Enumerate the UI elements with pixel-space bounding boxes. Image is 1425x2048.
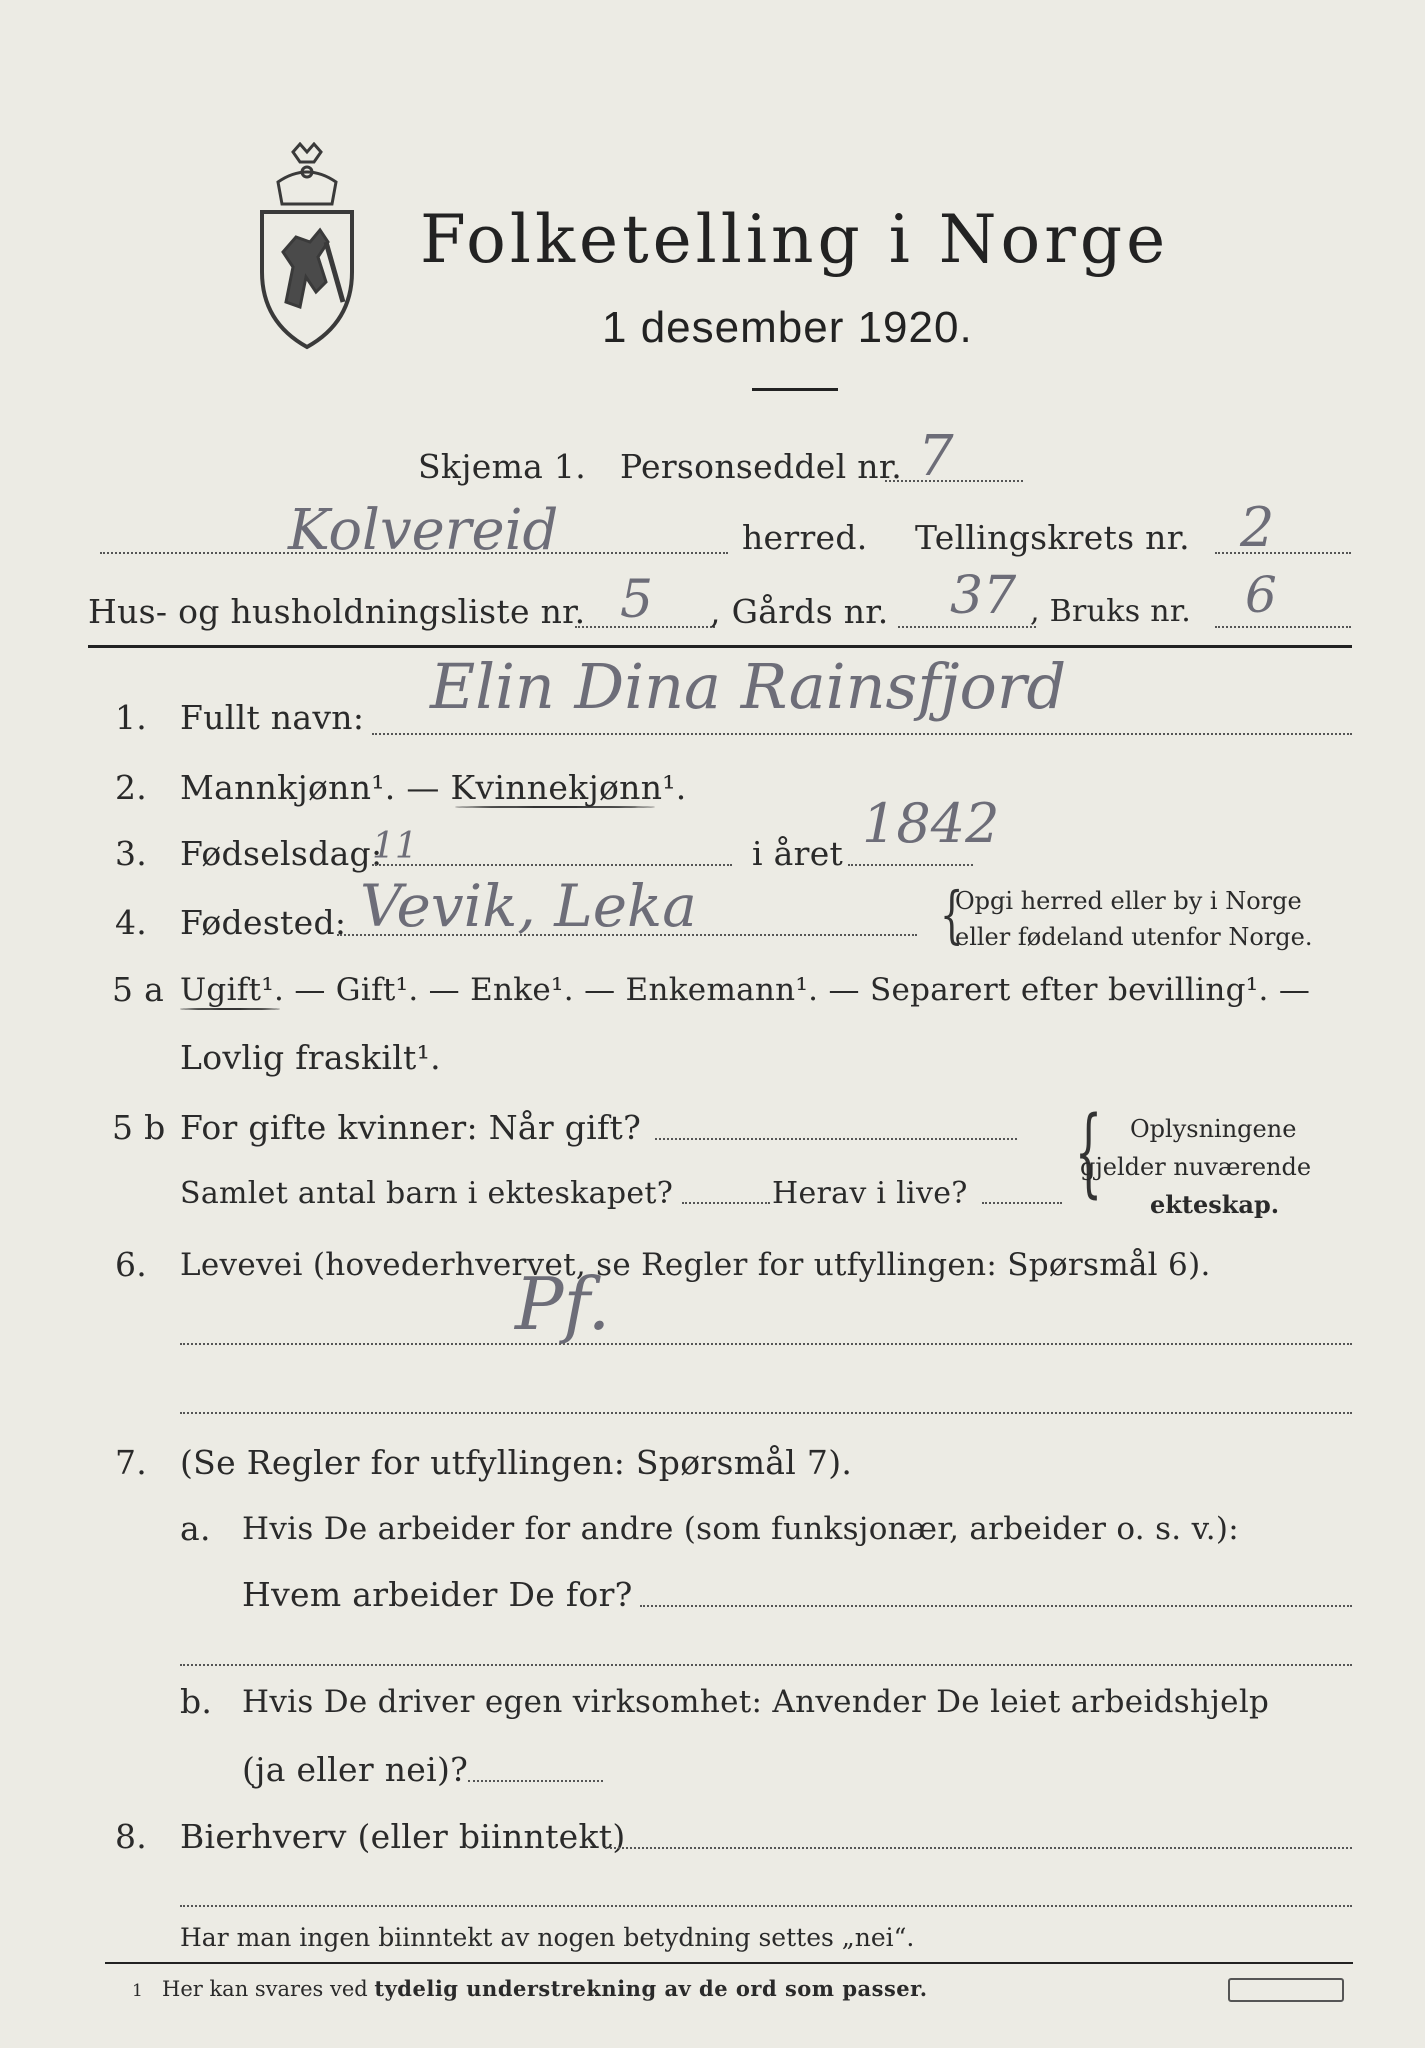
bruks-value: 6: [1245, 566, 1277, 624]
q5b-note1: Oplysningene: [1130, 1115, 1297, 1143]
q7b-letter: b.: [180, 1682, 213, 1721]
herred-value: Kolvereid: [288, 498, 559, 563]
gards-value: 37: [950, 566, 1017, 626]
occupation-value: Pf.: [515, 1262, 611, 1346]
header-rule: [88, 645, 1352, 648]
footnote-text: [162, 1976, 928, 2002]
full-name-value: Elin Dina Rainsfjord: [430, 650, 1067, 723]
footnote-number: 1: [132, 1981, 143, 2001]
q7-number: 7.: [115, 1443, 148, 1482]
q5a-line2: Lovlig fraskilt¹.: [180, 1038, 441, 1077]
q2-number: 2.: [115, 768, 148, 807]
birth-day-value: 11: [372, 826, 418, 867]
q4-label: Fødested:: [180, 903, 347, 942]
q8-number: 8.: [115, 1817, 148, 1856]
kvinnekjonn-underline: [455, 806, 655, 808]
personseddel-label: Personseddel nr.: [620, 447, 903, 486]
q5b-line2b: Herav i live?: [772, 1176, 968, 1211]
q2-label: Mannkjønn¹. — Kvinnekjønn¹.: [180, 768, 687, 807]
footer-note: Har man ingen biinntekt av nogen betydning settes „nei“.: [180, 1923, 915, 1952]
q5a-number: 5 a: [112, 970, 165, 1009]
birthplace-value: Vevik, Leka: [360, 872, 697, 940]
q1-number: 1.: [115, 698, 148, 737]
gards-label: , Gårds nr.: [710, 592, 889, 631]
q4-note-line1: Opgi herred eller by i Norge: [955, 887, 1302, 915]
q3-year-label: i året: [752, 834, 844, 873]
q1-label: Fullt navn:: [180, 698, 365, 737]
printer-mark: [1228, 1978, 1344, 2002]
q7-label: (Se Regler for utfyllingen: Spørsmål 7).: [180, 1443, 853, 1482]
herred-label: herred.: [742, 518, 868, 557]
q7b-line1: Hvis De driver egen virksomhet: Anvender De leiet arbeidshjelp: [242, 1684, 1270, 1720]
q5a-line1: Ugift¹. — Gift¹. — Enke¹. — Enkemann¹. — Separert efter bevilling¹. —: [180, 972, 1311, 1008]
q3-label: Fødselsdag:: [180, 834, 383, 873]
coat-of-arms-icon: [248, 142, 366, 352]
skjema-label: Skjema 1.: [418, 447, 587, 486]
personseddel-value: 7: [918, 424, 954, 489]
form-title: Folketelling i Norge: [420, 201, 1170, 278]
hus-value: 5: [620, 570, 654, 630]
q3-number: 3.: [115, 834, 148, 873]
q8-label: Bierhverv (eller biinntekt): [180, 1817, 626, 1856]
title-divider: [752, 388, 838, 391]
footer-rule: [105, 1962, 1353, 1964]
q6-label: Levevei (hovederhvervet, se Regler for utfyllingen: Spørsmål 6).: [180, 1247, 1211, 1283]
form-date: 1 desember 1920.: [602, 303, 973, 352]
q7a-line2: Hvem arbeider De for?: [242, 1575, 633, 1614]
tellingskrets-value: 2: [1240, 496, 1275, 559]
q5b-line1: For gifte kvinner: Når gift?: [180, 1108, 642, 1147]
bruks-label: , Bruks nr.: [1030, 594, 1192, 629]
q4-number: 4.: [115, 903, 148, 942]
q5b-note-brace: {: [1074, 1096, 1103, 1208]
q7b-line2: (ja eller nei)?: [242, 1750, 469, 1789]
q7a-line1: Hvis De arbeider for andre (som funksjonær, arbeider o. s. v.):: [242, 1511, 1240, 1547]
q5b-line2a: Samlet antal barn i ekteskapet?: [180, 1176, 674, 1211]
hus-label: Hus- og husholdningsliste nr.: [88, 592, 586, 631]
footnote-text-b: tydelig understrekning av de ord som passer.: [374, 1976, 928, 2001]
q5b-note2: gjelder nuværende: [1080, 1153, 1312, 1181]
q5b-note3: ekteskap.: [1150, 1190, 1280, 1219]
q6-number: 6.: [115, 1245, 148, 1284]
footnote-text-a: Her kan svares ved: [162, 1977, 375, 2001]
q4-note-brace: {: [939, 878, 964, 951]
tellingskrets-label: Tellingskrets nr.: [915, 518, 1190, 557]
q4-note-line2: eller fødeland utenfor Norge.: [955, 923, 1313, 951]
birth-year-value: 1842: [862, 792, 1000, 855]
ugift-underline: [180, 1008, 280, 1010]
q5b-number: 5 b: [112, 1108, 166, 1147]
q7a-letter: a.: [180, 1509, 211, 1548]
